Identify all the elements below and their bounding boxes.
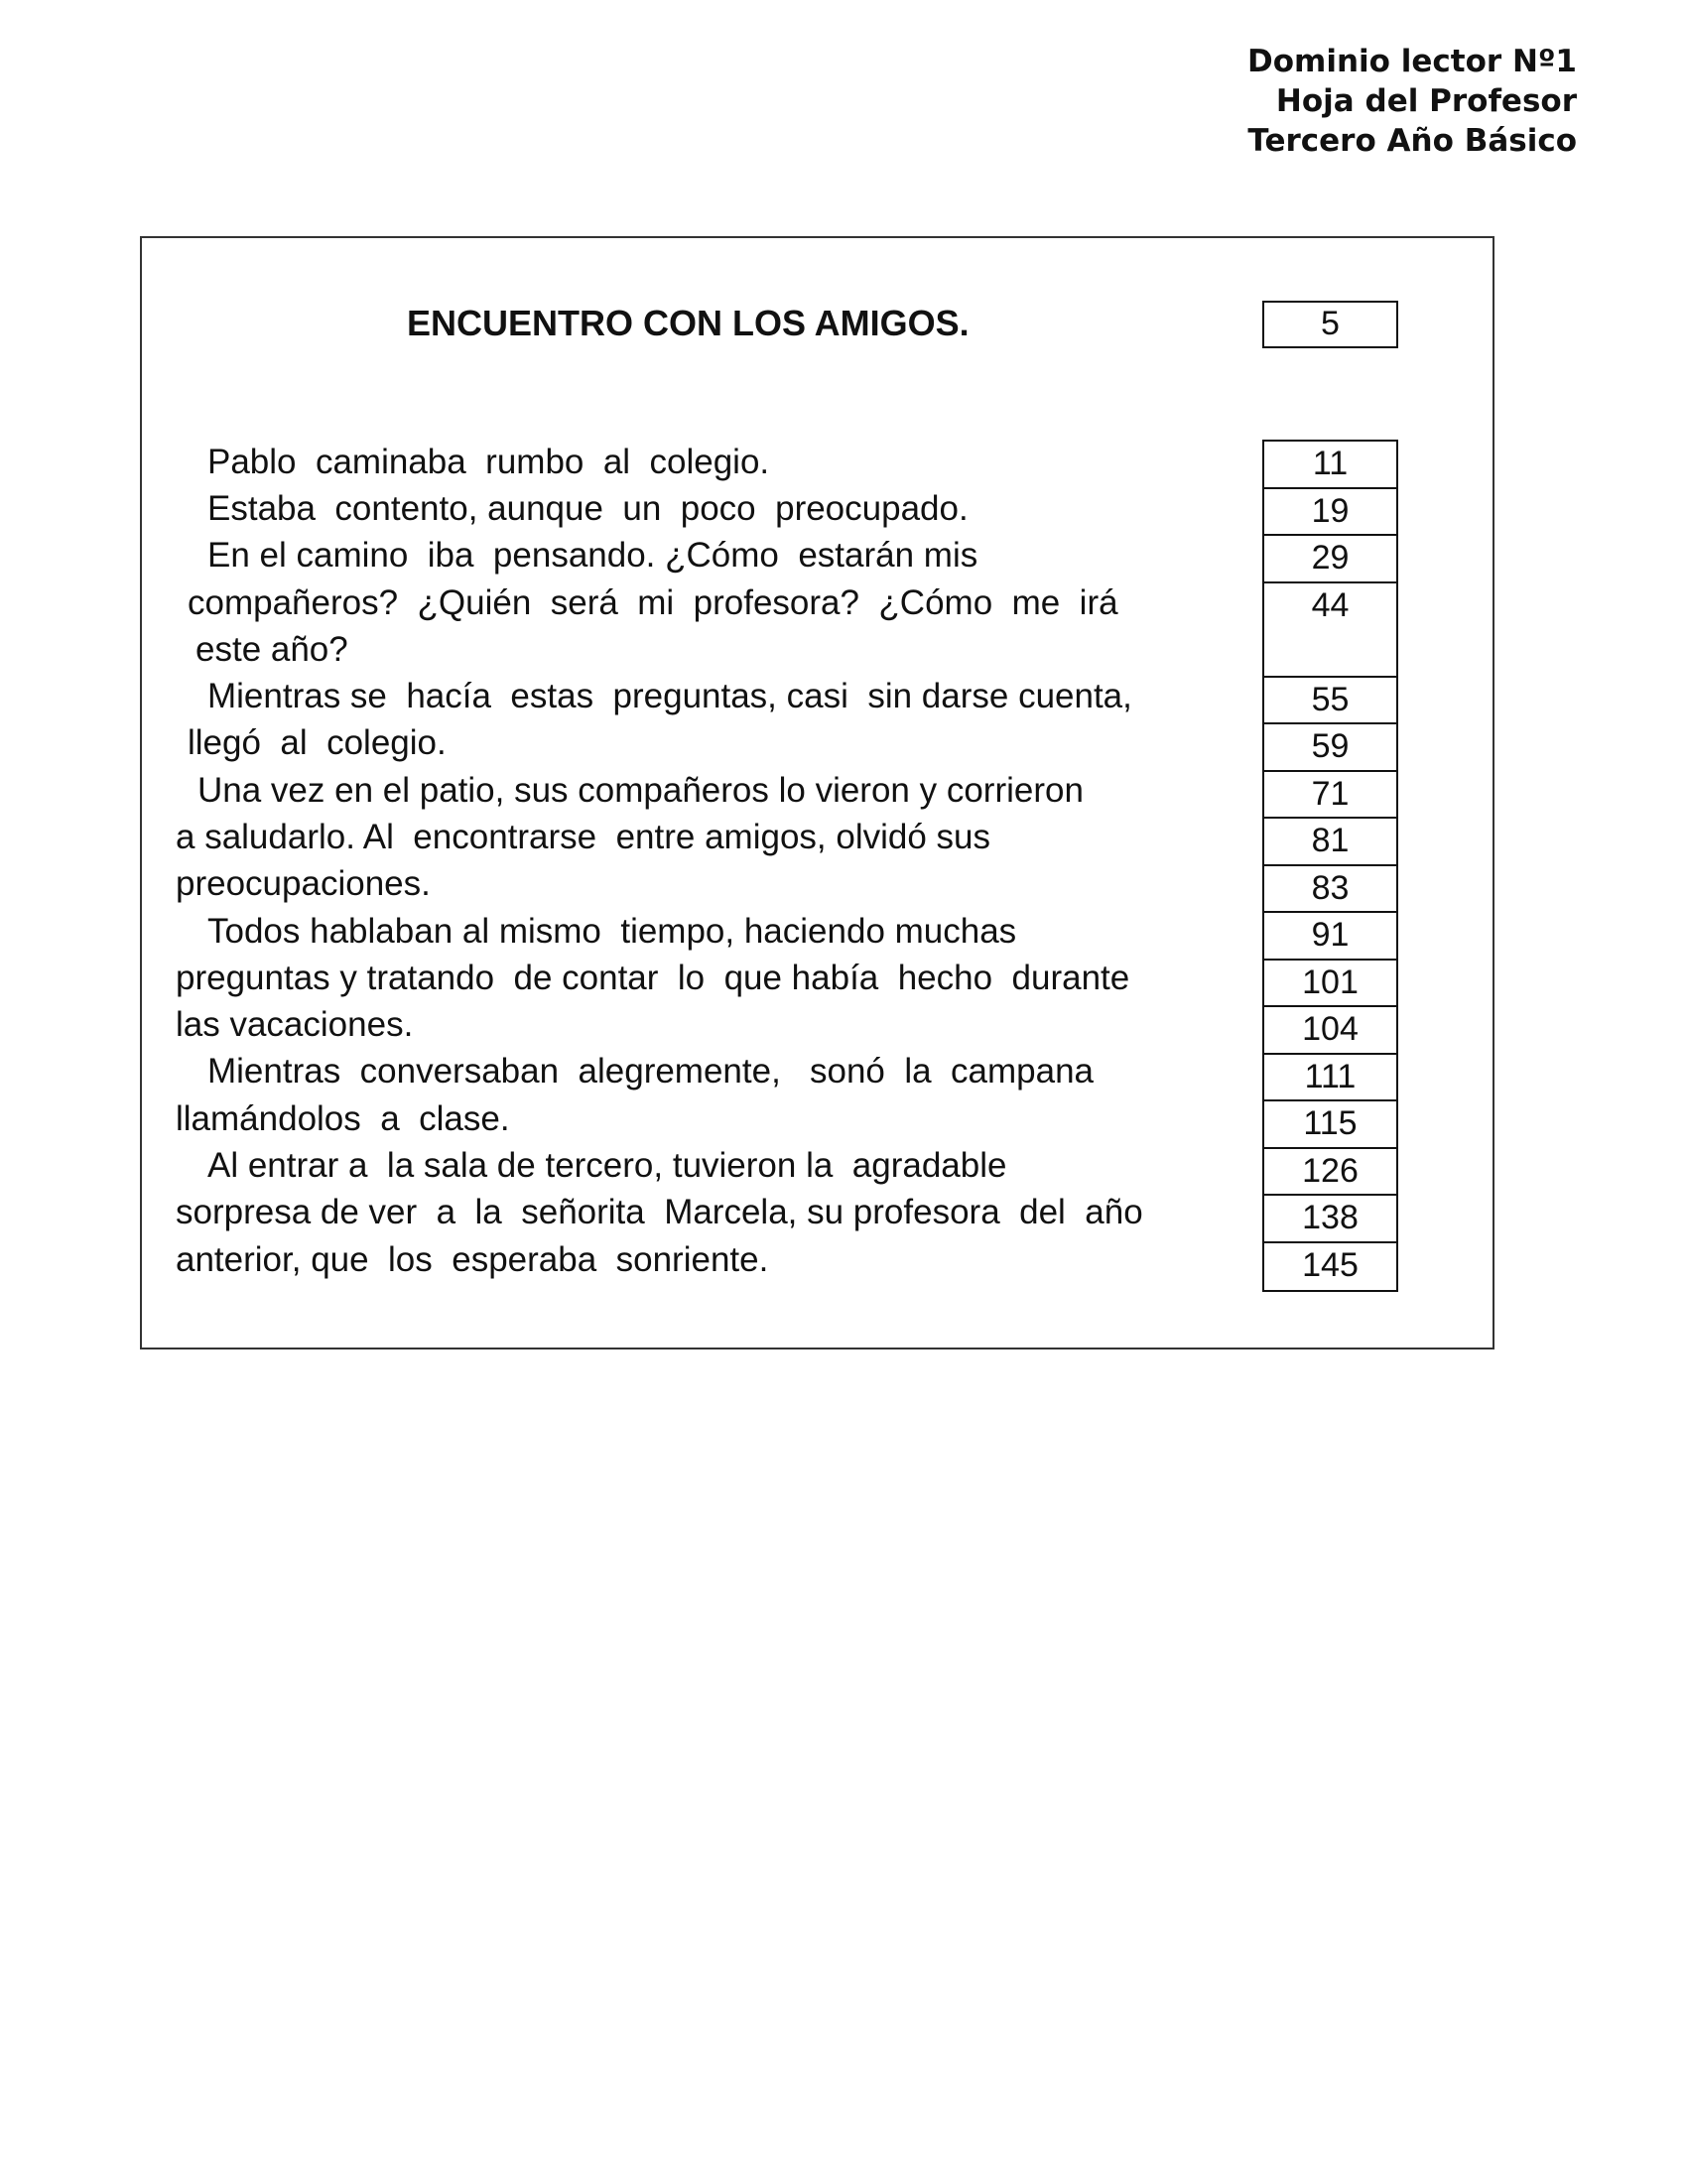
- story-title: ENCUENTRO CON LOS AMIGOS.: [407, 303, 970, 343]
- story-line: anterior, que los esperaba sonriente.: [176, 1240, 769, 1279]
- word-count-column: [1262, 440, 1398, 1292]
- word-count-cell: 55: [1264, 678, 1396, 725]
- story-line: Mientras conversaban alegremente, sonó la campana: [207, 1052, 1094, 1091]
- word-count-cell: 111: [1264, 1055, 1396, 1102]
- header-grade: Tercero Año Básico: [1247, 123, 1577, 159]
- story-line: sorpresa de ver a la señorita Marcela, su profesora del año: [176, 1193, 1143, 1231]
- story-line: este año?: [195, 630, 348, 669]
- story-line: llamándolos a clase.: [176, 1099, 510, 1138]
- word-count-cell: 115: [1264, 1101, 1396, 1149]
- word-count-cell: 59: [1264, 724, 1396, 772]
- story-line: a saludarlo. Al encontrarse entre amigos, olvidó sus: [176, 818, 990, 856]
- word-count-cell: 91: [1264, 913, 1396, 961]
- word-count-cell: 44: [1264, 583, 1396, 678]
- title-word-count: 5: [1262, 301, 1398, 348]
- word-count-cell: 138: [1264, 1196, 1396, 1243]
- story-line: Al entrar a la sala de tercero, tuvieron la agradable: [207, 1146, 1007, 1185]
- story-line: las vacaciones.: [176, 1005, 414, 1044]
- word-count-cell: 29: [1264, 536, 1396, 583]
- story-line: Una vez en el patio, sus compañeros lo vieron y corrieron: [197, 771, 1084, 810]
- document-header: [1247, 42, 1577, 161]
- story-line: Mientras se hacía estas preguntas, casi sin darse cuenta,: [207, 677, 1132, 715]
- word-count-cell: 71: [1264, 772, 1396, 820]
- word-count-cell: 145: [1302, 1245, 1359, 1284]
- word-count-cell: 81: [1264, 819, 1396, 866]
- word-count-cell: 126: [1264, 1149, 1396, 1197]
- story-line: Todos hablaban al mismo tiempo, haciendo muchas: [207, 912, 1017, 951]
- story-line: Pablo caminaba rumbo al colegio.: [207, 443, 770, 481]
- word-count-cell: 11: [1264, 442, 1396, 489]
- word-count-cell: 19: [1264, 489, 1396, 537]
- header-teacher-sheet: Hoja del Profesor: [1275, 83, 1577, 119]
- word-count-cell: 104: [1264, 1007, 1396, 1055]
- word-count-cell: 83: [1264, 866, 1396, 914]
- header-reading-test: Dominio lector Nº1: [1247, 44, 1577, 79]
- story-line: llegó al colegio.: [188, 723, 447, 762]
- story-line: preguntas y tratando de contar lo que había hecho durante: [176, 959, 1130, 997]
- story-line: preocupaciones.: [176, 864, 431, 903]
- story-line: compañeros? ¿Quién será mi profesora? ¿Cómo me irá: [188, 583, 1118, 622]
- story-line: Estaba contento, aunque un poco preocupado.: [207, 489, 969, 528]
- word-count-cell: 101: [1264, 961, 1396, 1008]
- story-line: En el camino iba pensando. ¿Cómo estarán mis: [207, 536, 978, 575]
